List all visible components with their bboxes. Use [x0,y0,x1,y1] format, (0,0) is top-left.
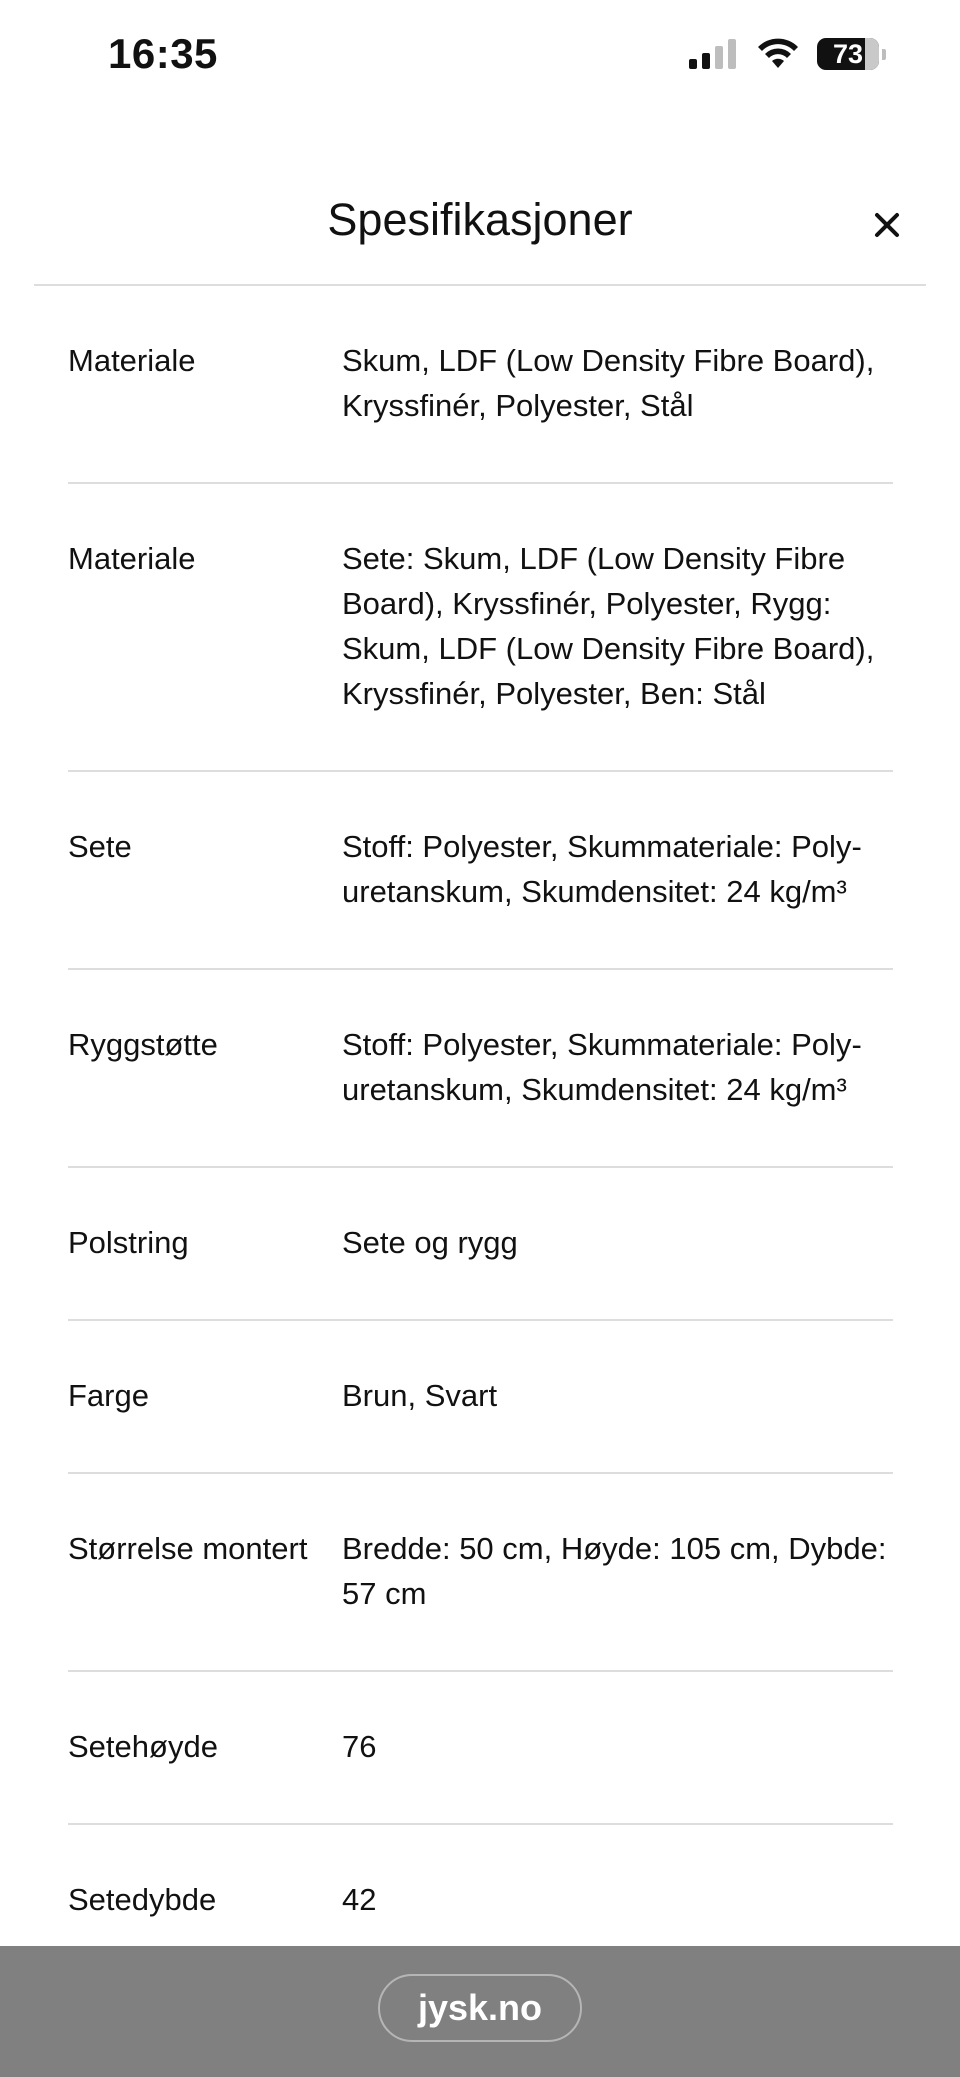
spec-label: Farge [68,1378,149,1413]
battery-icon [817,38,879,70]
status-bar [0,0,960,110]
spec-value: 76 [342,1729,377,1764]
spec-label: Materiale [68,343,196,378]
spec-row [68,1321,893,1474]
status-time: 16:35 [108,30,218,77]
spec-value: Stoff: Polyester, Skummateriale: Polyuretanskum, Skumdensitet: 24 kg/m³ [342,1027,862,1107]
spec-value: Sete: Skum, LDF (Low Density Fibre Board), Kryssfinér, Polyester, Rygg: Skum, LDF (Low Density Fibre Board), Kryssfinér, Polyester, Ben: Stål [342,541,875,711]
spec-value: Skum, LDF (Low Density Fibre Board), Kryssfinér, Polyester, Stål [342,343,875,423]
page-title: Spesifikasjoner [327,194,633,245]
signal-icon [689,39,739,69]
spec-row [68,484,893,772]
spec-row [68,772,893,970]
spec-label: Setedybde [68,1882,217,1917]
spec-value: Sete og rygg [342,1225,518,1260]
close-icon[interactable] [870,208,904,242]
spec-label: Sete [68,829,132,864]
spec-row [68,286,893,484]
spec-label: Materiale [68,541,196,576]
wifi-icon [757,38,799,70]
spec-row [68,1168,893,1321]
spec-label: Størrelse montert [68,1531,308,1566]
spec-value: 42 [342,1882,377,1917]
spec-label: Polstring [68,1225,189,1260]
spec-list [68,286,893,1976]
spec-row [68,1672,893,1825]
spec-label: Ryggstøtte [68,1027,218,1062]
spec-value: Bredde: 50 cm, Høyde: 105 cm, Dybde: 57 cm [342,1531,887,1611]
spec-row [68,1474,893,1672]
browser-bar [0,1946,960,2077]
status-icons [689,38,886,70]
battery-nub [882,49,886,60]
spec-value: Brun, Svart [342,1378,498,1413]
sheet-header [34,180,926,286]
spec-value: Stoff: Polyester, Skummateriale: Polyuretanskum, Skumdensitet: 24 kg/m³ [342,829,862,909]
battery-level: 73 [832,38,864,69]
spec-label: Setehøyde [68,1729,218,1764]
address-bar[interactable]: jysk.no [378,1974,582,2042]
spec-row [68,970,893,1168]
